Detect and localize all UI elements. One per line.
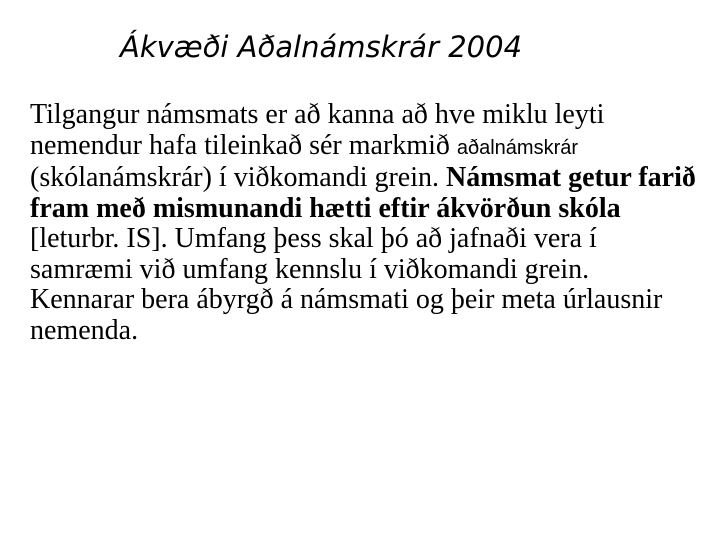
body-text-segment: Tilgangur námsmats er að kanna að hve miklu leyti nemendur hafa tileinkað sér markmið	[30, 99, 605, 161]
body-text-segment: [leturbr. IS]. Umfang þess skal þó að jafnaði vera í samræmi við umfang kennslu í viðkomandi grein. Kennarar bera ábyrgð á námsmati og þeir meta úrlausnir nemenda.	[30, 223, 663, 346]
slide-title: Ákvæði Aðalnámskrár 2004	[120, 30, 523, 64]
body-text-bold-segment: Námsmat getur farið fram með mismunandi hætti eftir ákvörðun skóla	[30, 162, 696, 224]
body-text-segment: (skólanámskrár) í viðkomandi grein.	[30, 162, 447, 193]
slide-body-text	[30, 100, 700, 346]
body-text-small-segment: aðalnámskrár	[456, 136, 579, 159]
